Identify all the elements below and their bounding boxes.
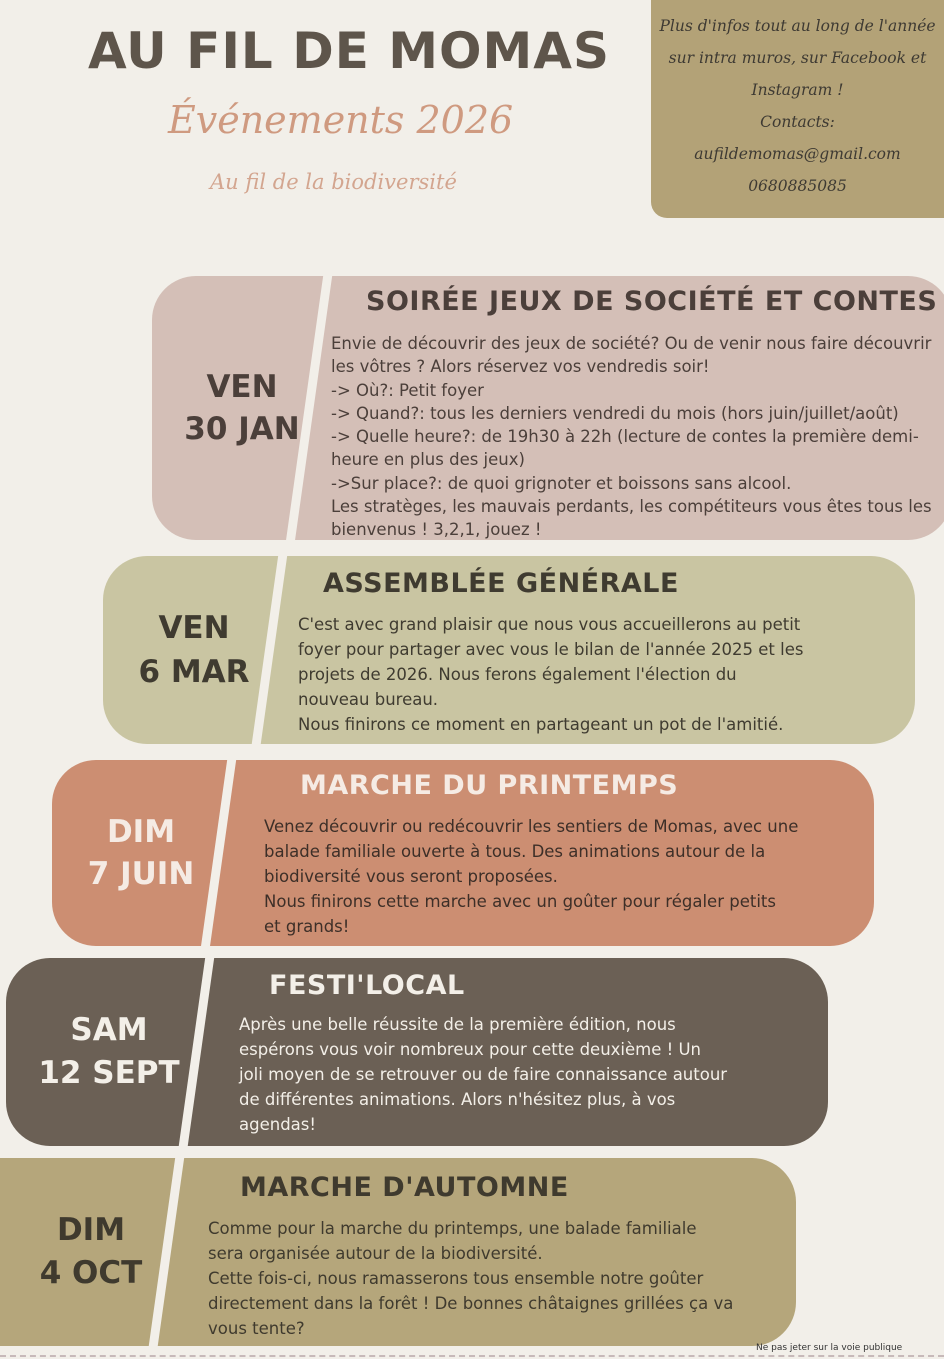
event-line: bienvenus ! 3,2,1, jouez ! <box>331 520 542 540</box>
event-line: projets de 2026. Nous ferons également l'élection du <box>298 665 737 684</box>
event-line: ->Sur place?: de quoi grignoter et boissons sans alcool. <box>331 473 792 493</box>
event-description <box>208 1216 733 1341</box>
event-line: Comme pour la marche du printemps, une balade familiale <box>208 1219 697 1238</box>
info-line: Plus d'infos tout au long de l'année <box>659 17 936 35</box>
event-line: Envie de découvrir des jeux de société? Ou de venir nous faire découvrir <box>331 334 932 353</box>
event-line: Les stratèges, les mauvais perdants, les compétiteurs vous êtes tous les <box>331 497 932 517</box>
event-card-marche-automne <box>0 1158 796 1346</box>
event-line: -> Quand?: tous les derniers vendredi du mois (hors juin/juillet/août) <box>331 403 899 423</box>
event-title: SOIRÉE JEUX DE SOCIÉTÉ ET CONTES <box>366 286 938 317</box>
event-title: FESTI'LOCAL <box>269 970 465 1001</box>
event-card-festi-local <box>6 958 828 1146</box>
event-card-jeux-contes <box>152 276 944 540</box>
info-line: Instagram ! <box>751 81 844 99</box>
event-description <box>298 612 803 737</box>
event-date <box>52 760 230 946</box>
event-card-marche-printemps <box>52 760 874 946</box>
event-line: biodiversité vous seront proposées. <box>264 867 558 886</box>
info-box <box>651 0 944 218</box>
event-line: sera organisée autour de la biodiversité. <box>208 1244 543 1263</box>
event-line: les vôtres ? Alors réservez vos vendredis soir! <box>331 357 710 377</box>
event-line: balade familiale ouverte à tous. Des animations autour de la <box>264 842 766 861</box>
event-date-value: 7 JUIN <box>87 856 195 892</box>
event-line: joli moyen de se retrouver ou de faire connaissance autour <box>239 1065 728 1084</box>
event-date-value: 6 MAR <box>138 654 250 690</box>
page-tagline: Au fil de la biodiversité <box>210 170 457 194</box>
event-line: C'est avec grand plaisir que nous vous accueillerons au petit <box>298 615 801 634</box>
event-line: directement dans la forêt ! De bonnes châtaignes grillées ça va <box>208 1294 734 1313</box>
info-line: sur intra muros, sur Facebook et <box>668 49 927 67</box>
page-subtitle: Événements 2026 <box>168 98 514 142</box>
event-line: foyer pour partager avec vous le bilan de l'année 2025 et les <box>298 640 804 659</box>
event-line: vous tente? <box>208 1319 305 1338</box>
event-line: espérons vous voir nombreux pour cette deuxième ! Un <box>239 1040 702 1059</box>
event-line: Nous finirons ce moment en partageant un pot de l'amitié. <box>298 715 784 734</box>
event-title: MARCHE D'AUTOMNE <box>240 1172 569 1203</box>
info-contacts-label: Contacts: <box>760 113 835 131</box>
event-line: -> Où?: Petit foyer <box>331 380 484 400</box>
event-line: -> Quelle heure?: de 19h30 à 22h (lecture de contes la première demi- <box>331 427 919 447</box>
event-title: ASSEMBLÉE GÉNÉRALE <box>323 568 679 599</box>
event-date-value: 12 SEPT <box>38 1055 180 1091</box>
event-day: DIM <box>56 1212 126 1248</box>
cut-line <box>0 1355 944 1357</box>
event-date-value: 4 OCT <box>39 1255 143 1291</box>
page-title: AU FIL DE MOMAS <box>88 22 610 80</box>
event-line: nouveau bureau. <box>298 690 439 709</box>
event-title: MARCHE DU PRINTEMPS <box>300 770 679 801</box>
event-description <box>264 814 798 939</box>
event-line: et grands! <box>264 917 350 936</box>
event-line: Nous finirons cette marche avec un goûter pour régaler petits <box>264 892 776 911</box>
info-email: aufildemomas@gmail.com <box>694 145 901 163</box>
event-line: heure en plus des jeux) <box>331 450 525 470</box>
event-card-assemblee-generale <box>103 556 915 744</box>
event-line: agendas! <box>239 1115 316 1134</box>
event-line: Cette fois-ci, nous ramasserons tous ensemble notre goûter <box>208 1269 704 1288</box>
event-day: DIM <box>106 814 176 850</box>
event-line: Après une belle réussite de la première édition, nous <box>239 1015 676 1034</box>
info-phone: 0680885085 <box>748 177 847 195</box>
event-day: VEN <box>158 610 230 646</box>
event-description <box>239 1012 727 1137</box>
event-day: SAM <box>70 1012 148 1048</box>
event-line: Venez découvrir ou redécouvrir les sentiers de Momas, avec une <box>264 817 799 836</box>
event-day: VEN <box>206 369 278 405</box>
event-date <box>6 958 212 1146</box>
event-line: de différentes animations. Alors n'hésitez plus, à vos <box>239 1090 676 1109</box>
event-date-value: 30 JAN <box>184 411 300 447</box>
footer-note: Ne pas jeter sur la voie publique <box>756 1343 903 1353</box>
event-description <box>331 332 932 540</box>
